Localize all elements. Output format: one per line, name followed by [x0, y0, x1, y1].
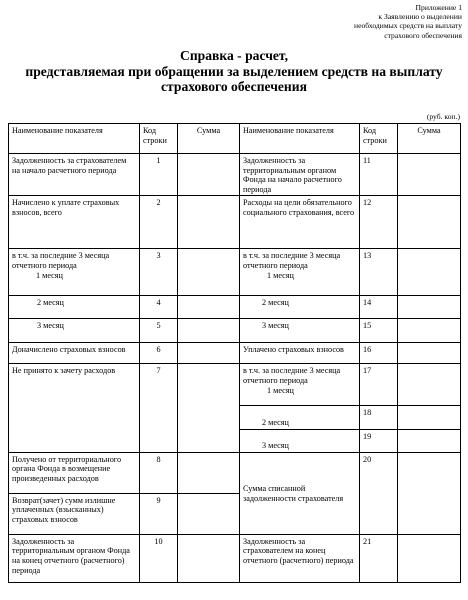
document-title	[0, 48, 468, 95]
row-label: Расходы на цели обязательного социального страхования, всего	[240, 196, 360, 249]
header-sum: Сумма	[398, 124, 461, 154]
row-label-text: 2 месяц	[262, 417, 289, 427]
row-label	[9, 249, 140, 296]
row-label-text: в т.ч. за последние 3 месяца отчетного периода	[243, 251, 341, 270]
row-code: 11	[360, 154, 398, 196]
row-code: 18	[360, 406, 398, 429]
sum-cell	[178, 249, 240, 296]
header-code: Код строки	[360, 124, 398, 154]
row-label: Задолженность за страхователем на конец отчетного (расчетного) периода	[240, 534, 360, 582]
row-code: 2	[140, 196, 178, 249]
sum-cell	[398, 296, 461, 319]
sum-cell	[398, 154, 461, 196]
row-code: 7	[140, 364, 178, 452]
header-sum: Сумма	[178, 124, 240, 154]
row-label: Возврат(зачет) сумм излишне уплаченных (взысканных) страховых взносов	[9, 493, 140, 534]
row-code: 20	[360, 452, 398, 534]
row-code: 5	[140, 319, 178, 343]
row-label: Задолженность за территориальным органом Фонда на начало расчетного периода	[240, 154, 360, 196]
row-label-text: Сумма списанной задолженности страхователя	[243, 484, 344, 503]
sum-cell	[398, 343, 461, 364]
row-code: 13	[360, 249, 398, 296]
units-note: (руб. коп.)	[426, 112, 460, 121]
row-label: Начислено к уплате страховых взносов, всего	[9, 196, 140, 249]
sum-cell	[398, 429, 461, 452]
row-label-text: в т.ч. за последние 3 месяца отчетного периода	[12, 251, 110, 270]
sum-cell	[178, 493, 240, 534]
title-line: представляемая при обращении за выделением средств на выплату	[25, 63, 443, 79]
sum-cell	[398, 534, 461, 582]
header-code: Код строки	[140, 124, 178, 154]
row-sublabel: 1 месяц	[267, 385, 294, 395]
row-label: Задолженность за страхователем на начало расчетного периода	[9, 154, 140, 196]
row-label-text: в т.ч. за последние 3 месяца отчетного периода	[243, 366, 341, 385]
sum-cell	[398, 364, 461, 406]
row-code: 9	[140, 493, 178, 534]
row-code: 4	[140, 296, 178, 319]
row-label: Задолженность за территориальным органом Фонда на конец отчетного (расчетного) периода	[9, 534, 140, 582]
row-code: 19	[360, 429, 398, 452]
header-name: Наименование показателя	[240, 124, 360, 154]
row-code: 15	[360, 319, 398, 343]
sum-cell	[178, 296, 240, 319]
title-line: Справка - расчет,	[180, 48, 288, 63]
table-row	[9, 452, 461, 493]
row-label-text: 3 месяц	[262, 441, 289, 451]
row-label: Доначислено страховых взносов	[9, 343, 140, 364]
row-label: 3 месяц	[9, 319, 140, 343]
sum-cell	[398, 249, 461, 296]
row-code: 16	[360, 343, 398, 364]
row-label	[240, 364, 360, 406]
appendix-note	[332, 3, 462, 40]
row-sublabel: 1 месяц	[267, 270, 294, 280]
title-line: страхового обеспечения	[161, 79, 307, 95]
table-row	[9, 296, 461, 319]
sum-cell	[178, 364, 240, 452]
row-code: 14	[360, 296, 398, 319]
row-code: 6	[140, 343, 178, 364]
row-code: 10	[140, 534, 178, 582]
row-label	[240, 452, 360, 534]
sum-cell	[398, 406, 461, 429]
table-row	[9, 343, 461, 364]
row-code: 21	[360, 534, 398, 582]
sum-cell	[398, 452, 461, 534]
row-label: 3 месяц	[240, 319, 360, 343]
row-label	[240, 249, 360, 296]
row-label: Получено от территориального органа Фонда в возмещение произведенных расходов	[9, 452, 140, 493]
row-label: 2 месяц	[240, 296, 360, 319]
appendix-line: страхового обеспечения	[384, 30, 462, 40]
table-row	[9, 534, 461, 582]
appendix-line: Приложение 1	[415, 3, 462, 12]
header-row	[9, 124, 461, 154]
appendix-line: необходимых средств на выплату	[354, 21, 462, 31]
row-code: 3	[140, 249, 178, 296]
sum-cell	[398, 196, 461, 249]
appendix-line: к Заявлению о выделении	[378, 12, 462, 22]
row-label: Уплачено страховых взносов	[240, 343, 360, 364]
row-code: 1	[140, 154, 178, 196]
sum-cell	[178, 154, 240, 196]
sum-cell	[178, 343, 240, 364]
row-sublabel: 1 месяц	[36, 270, 63, 280]
row-label	[240, 429, 360, 452]
sum-cell	[178, 534, 240, 582]
table-row	[9, 249, 461, 296]
row-label: 2 месяц	[9, 296, 140, 319]
row-code: 17	[360, 364, 398, 406]
sum-cell	[178, 196, 240, 249]
row-code: 12	[360, 196, 398, 249]
row-code: 8	[140, 452, 178, 493]
table-row	[9, 154, 461, 196]
sum-cell	[178, 319, 240, 343]
sum-cell	[398, 319, 461, 343]
sum-cell	[178, 452, 240, 493]
row-label	[240, 406, 360, 429]
calculation-table	[8, 123, 461, 583]
header-name: Наименование показателя	[9, 124, 140, 154]
table-row	[9, 196, 461, 249]
table-row	[9, 319, 461, 343]
table-row	[9, 364, 461, 406]
row-label: Не принято к зачету расходов	[9, 364, 140, 452]
